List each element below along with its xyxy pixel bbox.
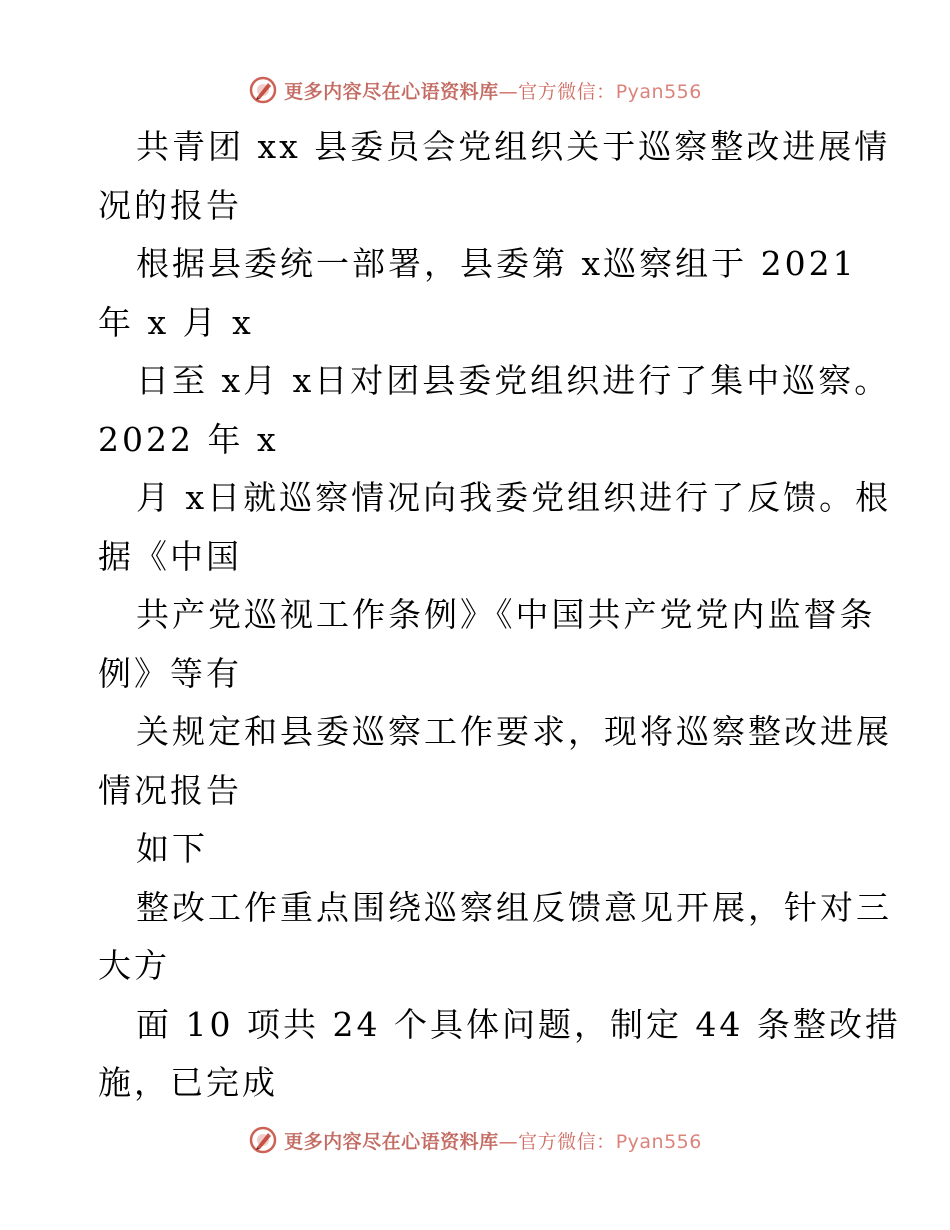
paragraph-line: 整改工作重点围绕巡察组反馈意见开展，针对三 [136,887,892,927]
paragraph-line: 况的报告 [98,185,242,225]
footer-watermark [0,1120,950,1160]
watermark-separator: — [498,80,519,103]
paragraph-line: 情况报告 [98,770,242,810]
watermark-handle: Pyan556 [615,80,702,103]
watermark-prefix: 更多内容尽在心语资料库 [284,1130,499,1153]
paragraph-line: 年 x 月 x [98,302,254,342]
watermark-separator: — [498,1130,519,1153]
paragraph-line: 关规定和县委巡察工作要求，现将巡察整改进展 [136,712,892,751]
paragraph-line: 根据县委统一部署，县委第 x巡察组于 2021 [136,244,857,283]
paragraph-line: 共产党巡视工作条例》《中国共产党党内监督条 [136,595,876,634]
paragraph-line: 如下 [136,829,208,868]
watermark-prefix: 更多内容尽在心语资料库 [284,80,499,103]
paragraph-line: 面 10 项共 24 个具体问题，制定 44 条整改措 [136,1004,901,1044]
paragraph-line: 例》等有 [98,653,242,693]
paragraph-line: 大方 [98,946,170,985]
watermark-suffix: 官方微信： [518,80,616,103]
paragraph-line: 据《中国 [98,536,242,576]
paragraph-line: 日至 x月 x日对团县委党组织进行了集中巡察。 [136,361,891,400]
watermark-suffix: 官方微信： [518,1130,616,1153]
pen-logo-icon [248,1125,278,1155]
watermark-text [284,77,702,104]
paragraph-line: 2022 年 x [98,419,279,459]
paragraph-line: 共青团 xx 县委员会党组织关于巡察整改进展情 [136,127,891,166]
watermark-text [284,1127,702,1154]
pen-logo-icon [248,75,278,105]
watermark-handle: Pyan556 [615,1130,702,1153]
document-body [98,118,901,1113]
paragraph-line: 施，已完成 [98,1063,278,1102]
paragraph-line: 月 x日就巡察情况向我委党组织进行了反馈。根 [136,478,892,517]
header-watermark [0,70,950,110]
